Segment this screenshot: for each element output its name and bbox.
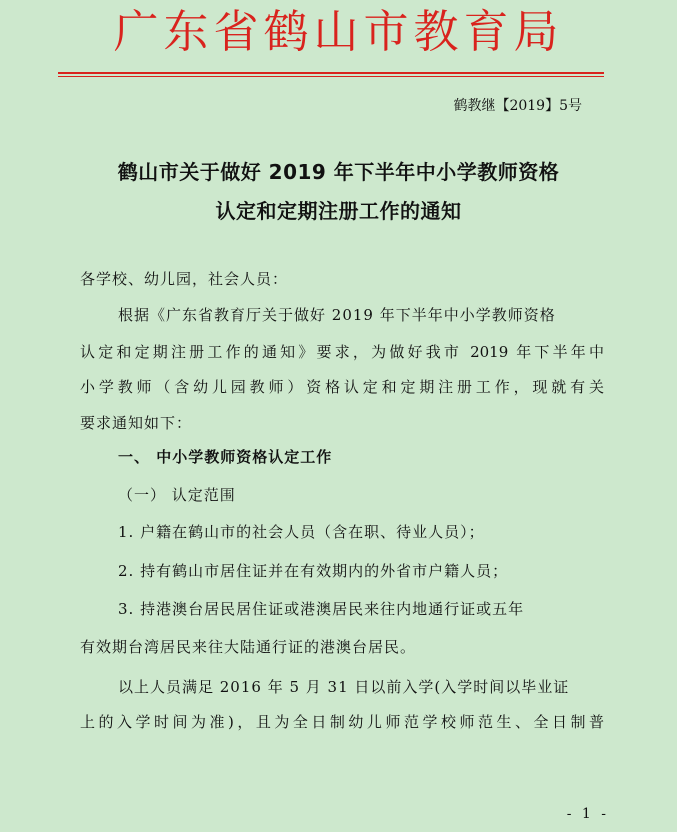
subsection-1-heading: （一） 认定范围: [118, 486, 236, 504]
letterhead-title: 广东省鹤山市教育局: [113, 5, 564, 58]
intro-line-1: 根据《广东省教育厅关于做好 2019 年下半年中小学教师资格: [118, 306, 556, 324]
section-1-heading: 一、 中小学教师资格认定工作: [118, 448, 333, 466]
document-title-line-2: 认定和定期注册工作的通知: [215, 199, 462, 223]
requirements-line-2: 上的入学时间为准)，且为全日制幼儿师范学校师范生、全日制普: [80, 713, 604, 731]
intro-line-2: 认定和定期注册工作的通知》要求，为做好我市 2019 年下半年中: [80, 343, 604, 361]
document-title-line-1: 鹤山市关于做好 2019 年下半年中小学教师资格: [117, 160, 560, 184]
list-item-3-line-2: 有效期台湾居民来往大陆通行证的港澳台居民。: [80, 638, 417, 656]
intro-line-3: 小学教师（含幼儿园教师）资格认定和定期注册工作，现就有关: [80, 378, 604, 396]
letterhead-rule-thick: [58, 72, 604, 74]
salutation: 各学校、幼儿园，社会人员：: [80, 270, 289, 288]
requirements-line-1: 以上人员满足 2016 年 5 月 31 日以前入学(入学时间以毕业证: [118, 678, 570, 696]
list-item-1: 1. 户籍在鹤山市的社会人员（含在职、待业人员）；: [118, 523, 485, 541]
page-number: - 1 -: [566, 806, 609, 822]
list-item-2: 2. 持有鹤山市居住证并在有效期内的外省市户籍人员；: [118, 562, 509, 580]
document-number: 鹤教继【2019】5号: [453, 98, 582, 114]
intro-line-4: 要求通知如下：: [80, 414, 193, 432]
letterhead-rule-thin: [58, 76, 604, 77]
list-item-3-line-1: 3. 持港澳台居民居住证或港澳居民来往内地通行证或五年: [118, 600, 525, 618]
